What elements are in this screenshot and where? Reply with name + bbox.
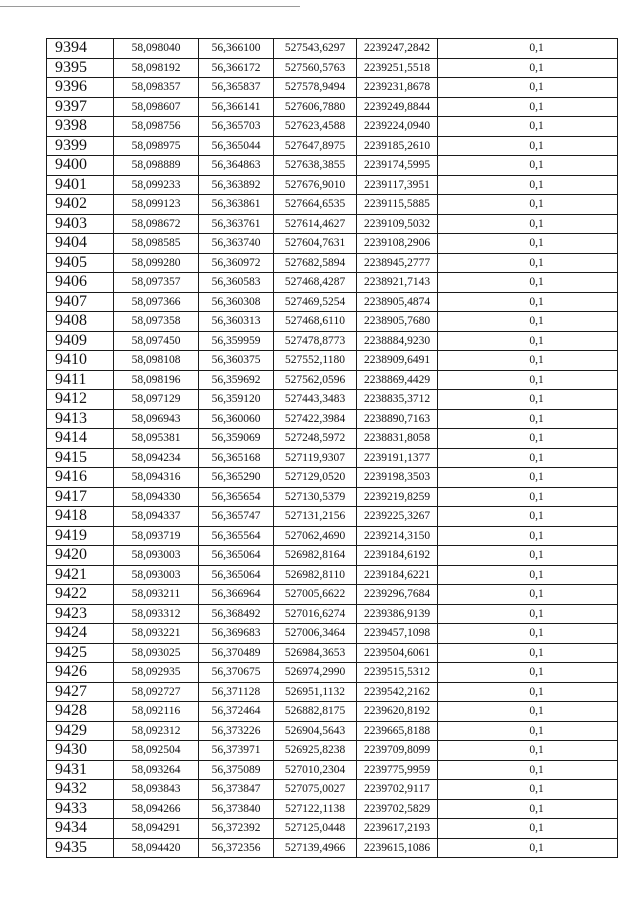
y-coordinate-cell: 2239198,3503 (357, 468, 438, 488)
longitude-cell: 56,359692 (199, 370, 274, 390)
x-coordinate-cell: 526984,3653 (274, 643, 357, 663)
tolerance-cell: 0,1 (438, 273, 618, 293)
longitude-cell: 56,365564 (199, 526, 274, 546)
y-coordinate-cell: 2239184,6221 (357, 565, 438, 585)
table-row (47, 643, 618, 663)
longitude-cell: 56,360060 (199, 409, 274, 429)
y-coordinate-cell: 2239225,3267 (357, 507, 438, 527)
coordinates-table (46, 38, 618, 858)
tolerance-cell: 0,1 (438, 448, 618, 468)
table-row (47, 429, 618, 449)
latitude-cell: 58,097129 (114, 390, 199, 410)
longitude-cell: 56,359069 (199, 429, 274, 449)
x-coordinate-cell: 527010,2304 (274, 760, 357, 780)
longitude-cell: 56,360583 (199, 273, 274, 293)
point-number-cell: 9395 (47, 58, 114, 78)
point-number-cell: 9426 (47, 663, 114, 683)
longitude-cell: 56,370675 (199, 663, 274, 683)
table-row (47, 741, 618, 761)
table-row (47, 526, 618, 546)
x-coordinate-cell: 527664,6535 (274, 195, 357, 215)
x-coordinate-cell: 527682,5894 (274, 253, 357, 273)
longitude-cell: 56,373226 (199, 721, 274, 741)
point-number-cell: 9405 (47, 253, 114, 273)
y-coordinate-cell: 2239115,5885 (357, 195, 438, 215)
point-number-cell: 9423 (47, 604, 114, 624)
point-number-cell: 9412 (47, 390, 114, 410)
x-coordinate-cell: 527623,4588 (274, 117, 357, 137)
point-number-cell: 9421 (47, 565, 114, 585)
latitude-cell: 58,098585 (114, 234, 199, 254)
latitude-cell: 58,092935 (114, 663, 199, 683)
point-number-cell: 9394 (47, 39, 114, 59)
tolerance-cell: 0,1 (438, 838, 618, 858)
table-row (47, 58, 618, 78)
longitude-cell: 56,369683 (199, 624, 274, 644)
latitude-cell: 58,098040 (114, 39, 199, 59)
x-coordinate-cell: 527139,4966 (274, 838, 357, 858)
tolerance-cell: 0,1 (438, 136, 618, 156)
tolerance-cell: 0,1 (438, 643, 618, 663)
table-row (47, 546, 618, 566)
y-coordinate-cell: 2239174,5995 (357, 156, 438, 176)
latitude-cell: 58,093719 (114, 526, 199, 546)
longitude-cell: 56,365747 (199, 507, 274, 527)
tolerance-cell: 0,1 (438, 585, 618, 605)
x-coordinate-cell: 526982,8110 (274, 565, 357, 585)
longitude-cell: 56,370489 (199, 643, 274, 663)
table-row (47, 507, 618, 527)
latitude-cell: 58,097358 (114, 312, 199, 332)
y-coordinate-cell: 2239184,6192 (357, 546, 438, 566)
table-row (47, 565, 618, 585)
x-coordinate-cell: 526925,8238 (274, 741, 357, 761)
longitude-cell: 56,373971 (199, 741, 274, 761)
x-coordinate-cell: 527478,8773 (274, 331, 357, 351)
x-coordinate-cell: 527443,3483 (274, 390, 357, 410)
x-coordinate-cell: 527075,0027 (274, 780, 357, 800)
table-row (47, 702, 618, 722)
latitude-cell: 58,094420 (114, 838, 199, 858)
y-coordinate-cell: 2238921,7143 (357, 273, 438, 293)
table-row (47, 663, 618, 683)
point-number-cell: 9418 (47, 507, 114, 527)
longitude-cell: 56,373840 (199, 799, 274, 819)
latitude-cell: 58,098196 (114, 370, 199, 390)
longitude-cell: 56,360972 (199, 253, 274, 273)
table-row (47, 448, 618, 468)
table-row (47, 351, 618, 371)
y-coordinate-cell: 2238831,8058 (357, 429, 438, 449)
y-coordinate-cell: 2238909,6491 (357, 351, 438, 371)
y-coordinate-cell: 2239386,9139 (357, 604, 438, 624)
longitude-cell: 56,365703 (199, 117, 274, 137)
point-number-cell: 9428 (47, 702, 114, 722)
tolerance-cell: 0,1 (438, 819, 618, 839)
table-row (47, 175, 618, 195)
longitude-cell: 56,363892 (199, 175, 274, 195)
y-coordinate-cell: 2239224,0940 (357, 117, 438, 137)
table-row (47, 156, 618, 176)
longitude-cell: 56,365064 (199, 546, 274, 566)
x-coordinate-cell: 527122,1138 (274, 799, 357, 819)
table-row (47, 760, 618, 780)
table-row (47, 390, 618, 410)
y-coordinate-cell: 2239108,2906 (357, 234, 438, 254)
y-coordinate-cell: 2239296,7684 (357, 585, 438, 605)
point-number-cell: 9429 (47, 721, 114, 741)
point-number-cell: 9404 (47, 234, 114, 254)
table-row (47, 214, 618, 234)
tolerance-cell: 0,1 (438, 214, 618, 234)
x-coordinate-cell: 527543,6297 (274, 39, 357, 59)
x-coordinate-cell: 527614,4627 (274, 214, 357, 234)
x-coordinate-cell: 527016,6274 (274, 604, 357, 624)
longitude-cell: 56,366172 (199, 58, 274, 78)
point-number-cell: 9399 (47, 136, 114, 156)
x-coordinate-cell: 527422,3984 (274, 409, 357, 429)
point-number-cell: 9403 (47, 214, 114, 234)
longitude-cell: 56,360308 (199, 292, 274, 312)
latitude-cell: 58,099123 (114, 195, 199, 215)
table-row (47, 624, 618, 644)
latitude-cell: 58,098108 (114, 351, 199, 371)
point-number-cell: 9400 (47, 156, 114, 176)
longitude-cell: 56,366141 (199, 97, 274, 117)
tolerance-cell: 0,1 (438, 721, 618, 741)
tolerance-cell: 0,1 (438, 604, 618, 624)
latitude-cell: 58,092727 (114, 682, 199, 702)
y-coordinate-cell: 2239515,5312 (357, 663, 438, 683)
table-row (47, 292, 618, 312)
tolerance-cell: 0,1 (438, 312, 618, 332)
tolerance-cell: 0,1 (438, 390, 618, 410)
longitude-cell: 56,363761 (199, 214, 274, 234)
table-row (47, 273, 618, 293)
table-row (47, 487, 618, 507)
longitude-cell: 56,366100 (199, 39, 274, 59)
latitude-cell: 58,093312 (114, 604, 199, 624)
table-row (47, 409, 618, 429)
y-coordinate-cell: 2239251,5518 (357, 58, 438, 78)
table-row (47, 780, 618, 800)
latitude-cell: 58,096943 (114, 409, 199, 429)
longitude-cell: 56,360313 (199, 312, 274, 332)
table-row (47, 253, 618, 273)
x-coordinate-cell: 527468,4287 (274, 273, 357, 293)
table-row (47, 468, 618, 488)
table-row (47, 39, 618, 59)
tolerance-cell: 0,1 (438, 117, 618, 137)
latitude-cell: 58,099280 (114, 253, 199, 273)
x-coordinate-cell: 527131,2156 (274, 507, 357, 527)
y-coordinate-cell: 2239542,2162 (357, 682, 438, 702)
table-row (47, 234, 618, 254)
latitude-cell: 58,092504 (114, 741, 199, 761)
x-coordinate-cell: 527647,8975 (274, 136, 357, 156)
latitude-cell: 58,093264 (114, 760, 199, 780)
longitude-cell: 56,363861 (199, 195, 274, 215)
longitude-cell: 56,364863 (199, 156, 274, 176)
point-number-cell: 9432 (47, 780, 114, 800)
x-coordinate-cell: 527676,9010 (274, 175, 357, 195)
tolerance-cell: 0,1 (438, 58, 618, 78)
point-number-cell: 9419 (47, 526, 114, 546)
point-number-cell: 9433 (47, 799, 114, 819)
latitude-cell: 58,093003 (114, 546, 199, 566)
tolerance-cell: 0,1 (438, 546, 618, 566)
y-coordinate-cell: 2239219,8259 (357, 487, 438, 507)
point-number-cell: 9396 (47, 78, 114, 98)
y-coordinate-cell: 2239231,8678 (357, 78, 438, 98)
latitude-cell: 58,094337 (114, 507, 199, 527)
latitude-cell: 58,098672 (114, 214, 199, 234)
table-row (47, 312, 618, 332)
tolerance-cell: 0,1 (438, 760, 618, 780)
y-coordinate-cell: 2239615,1086 (357, 838, 438, 858)
x-coordinate-cell: 526904,5643 (274, 721, 357, 741)
x-coordinate-cell: 527125,0448 (274, 819, 357, 839)
longitude-cell: 56,365290 (199, 468, 274, 488)
point-number-cell: 9434 (47, 819, 114, 839)
y-coordinate-cell: 2239109,5032 (357, 214, 438, 234)
y-coordinate-cell: 2239504,6061 (357, 643, 438, 663)
y-coordinate-cell: 2238835,3712 (357, 390, 438, 410)
tolerance-cell: 0,1 (438, 175, 618, 195)
point-number-cell: 9411 (47, 370, 114, 390)
y-coordinate-cell: 2239185,2610 (357, 136, 438, 156)
latitude-cell: 58,094330 (114, 487, 199, 507)
latitude-cell: 58,094316 (114, 468, 199, 488)
x-coordinate-cell: 526882,8175 (274, 702, 357, 722)
y-coordinate-cell: 2238869,4429 (357, 370, 438, 390)
longitude-cell: 56,359120 (199, 390, 274, 410)
tolerance-cell: 0,1 (438, 663, 618, 683)
table-row (47, 585, 618, 605)
longitude-cell: 56,366964 (199, 585, 274, 605)
latitude-cell: 58,094234 (114, 448, 199, 468)
x-coordinate-cell: 526982,8164 (274, 546, 357, 566)
x-coordinate-cell: 527560,5763 (274, 58, 357, 78)
latitude-cell: 58,092312 (114, 721, 199, 741)
tolerance-cell: 0,1 (438, 780, 618, 800)
x-coordinate-cell: 527552,1180 (274, 351, 357, 371)
table-row (47, 78, 618, 98)
longitude-cell: 56,365064 (199, 565, 274, 585)
x-coordinate-cell: 527129,0520 (274, 468, 357, 488)
tolerance-cell: 0,1 (438, 370, 618, 390)
x-coordinate-cell: 527119,9307 (274, 448, 357, 468)
latitude-cell: 58,098975 (114, 136, 199, 156)
longitude-cell: 56,372464 (199, 702, 274, 722)
point-number-cell: 9430 (47, 741, 114, 761)
point-number-cell: 9422 (47, 585, 114, 605)
tolerance-cell: 0,1 (438, 97, 618, 117)
table-row (47, 136, 618, 156)
point-number-cell: 9425 (47, 643, 114, 663)
tolerance-cell: 0,1 (438, 234, 618, 254)
latitude-cell: 58,094266 (114, 799, 199, 819)
point-number-cell: 9402 (47, 195, 114, 215)
tolerance-cell: 0,1 (438, 487, 618, 507)
longitude-cell: 56,365044 (199, 136, 274, 156)
y-coordinate-cell: 2238905,7680 (357, 312, 438, 332)
top-divider-line (0, 6, 300, 7)
latitude-cell: 58,098357 (114, 78, 199, 98)
tolerance-cell: 0,1 (438, 351, 618, 371)
latitude-cell: 58,097450 (114, 331, 199, 351)
latitude-cell: 58,093211 (114, 585, 199, 605)
point-number-cell: 9414 (47, 429, 114, 449)
point-number-cell: 9401 (47, 175, 114, 195)
tolerance-cell: 0,1 (438, 468, 618, 488)
tolerance-cell: 0,1 (438, 799, 618, 819)
tolerance-cell: 0,1 (438, 741, 618, 761)
y-coordinate-cell: 2239702,5829 (357, 799, 438, 819)
latitude-cell: 58,093843 (114, 780, 199, 800)
point-number-cell: 9409 (47, 331, 114, 351)
tolerance-cell: 0,1 (438, 156, 618, 176)
y-coordinate-cell: 2239247,2842 (357, 39, 438, 59)
latitude-cell: 58,097366 (114, 292, 199, 312)
x-coordinate-cell: 527468,6110 (274, 312, 357, 332)
x-coordinate-cell: 527606,7880 (274, 97, 357, 117)
coordinates-table-body (47, 39, 618, 858)
tolerance-cell: 0,1 (438, 682, 618, 702)
x-coordinate-cell: 527062,4690 (274, 526, 357, 546)
point-number-cell: 9407 (47, 292, 114, 312)
longitude-cell: 56,365654 (199, 487, 274, 507)
longitude-cell: 56,368492 (199, 604, 274, 624)
y-coordinate-cell: 2239702,9117 (357, 780, 438, 800)
table-row (47, 799, 618, 819)
tolerance-cell: 0,1 (438, 78, 618, 98)
point-number-cell: 9435 (47, 838, 114, 858)
table-row (47, 819, 618, 839)
latitude-cell: 58,098607 (114, 97, 199, 117)
longitude-cell: 56,372392 (199, 819, 274, 839)
y-coordinate-cell: 2238890,7163 (357, 409, 438, 429)
latitude-cell: 58,099233 (114, 175, 199, 195)
y-coordinate-cell: 2239191,1377 (357, 448, 438, 468)
table-row (47, 117, 618, 137)
latitude-cell: 58,098756 (114, 117, 199, 137)
x-coordinate-cell: 526974,2990 (274, 663, 357, 683)
latitude-cell: 58,098192 (114, 58, 199, 78)
point-number-cell: 9397 (47, 97, 114, 117)
tolerance-cell: 0,1 (438, 331, 618, 351)
tolerance-cell: 0,1 (438, 702, 618, 722)
y-coordinate-cell: 2239620,8192 (357, 702, 438, 722)
x-coordinate-cell: 527005,6622 (274, 585, 357, 605)
y-coordinate-cell: 2239617,2193 (357, 819, 438, 839)
longitude-cell: 56,371128 (199, 682, 274, 702)
tolerance-cell: 0,1 (438, 292, 618, 312)
x-coordinate-cell: 527604,7631 (274, 234, 357, 254)
latitude-cell: 58,093003 (114, 565, 199, 585)
x-coordinate-cell: 527638,3855 (274, 156, 357, 176)
longitude-cell: 56,363740 (199, 234, 274, 254)
tolerance-cell: 0,1 (438, 526, 618, 546)
longitude-cell: 56,360375 (199, 351, 274, 371)
y-coordinate-cell: 2239665,8188 (357, 721, 438, 741)
tolerance-cell: 0,1 (438, 429, 618, 449)
point-number-cell: 9420 (47, 546, 114, 566)
point-number-cell: 9416 (47, 468, 114, 488)
point-number-cell: 9398 (47, 117, 114, 137)
x-coordinate-cell: 527248,5972 (274, 429, 357, 449)
point-number-cell: 9415 (47, 448, 114, 468)
latitude-cell: 58,095381 (114, 429, 199, 449)
latitude-cell: 58,092116 (114, 702, 199, 722)
y-coordinate-cell: 2238884,9230 (357, 331, 438, 351)
longitude-cell: 56,373847 (199, 780, 274, 800)
longitude-cell: 56,375089 (199, 760, 274, 780)
point-number-cell: 9413 (47, 409, 114, 429)
y-coordinate-cell: 2239775,9959 (357, 760, 438, 780)
point-number-cell: 9408 (47, 312, 114, 332)
point-number-cell: 9417 (47, 487, 114, 507)
y-coordinate-cell: 2239117,3951 (357, 175, 438, 195)
table-row (47, 195, 618, 215)
y-coordinate-cell: 2238945,2777 (357, 253, 438, 273)
latitude-cell: 58,094291 (114, 819, 199, 839)
point-number-cell: 9406 (47, 273, 114, 293)
table-row (47, 838, 618, 858)
tolerance-cell: 0,1 (438, 507, 618, 527)
longitude-cell: 56,359959 (199, 331, 274, 351)
table-row (47, 370, 618, 390)
tolerance-cell: 0,1 (438, 624, 618, 644)
x-coordinate-cell: 527130,5379 (274, 487, 357, 507)
table-row (47, 604, 618, 624)
longitude-cell: 56,365168 (199, 448, 274, 468)
tolerance-cell: 0,1 (438, 253, 618, 273)
longitude-cell: 56,372356 (199, 838, 274, 858)
latitude-cell: 58,093025 (114, 643, 199, 663)
table-row (47, 682, 618, 702)
x-coordinate-cell: 527578,9494 (274, 78, 357, 98)
x-coordinate-cell: 527562,0596 (274, 370, 357, 390)
x-coordinate-cell: 527006,3464 (274, 624, 357, 644)
table-row (47, 97, 618, 117)
latitude-cell: 58,093221 (114, 624, 199, 644)
y-coordinate-cell: 2239709,8099 (357, 741, 438, 761)
tolerance-cell: 0,1 (438, 565, 618, 585)
table-row (47, 331, 618, 351)
y-coordinate-cell: 2238905,4874 (357, 292, 438, 312)
table-row (47, 721, 618, 741)
y-coordinate-cell: 2239457,1098 (357, 624, 438, 644)
latitude-cell: 58,098889 (114, 156, 199, 176)
point-number-cell: 9410 (47, 351, 114, 371)
x-coordinate-cell: 526951,1132 (274, 682, 357, 702)
tolerance-cell: 0,1 (438, 409, 618, 429)
x-coordinate-cell: 527469,5254 (274, 292, 357, 312)
y-coordinate-cell: 2239249,8844 (357, 97, 438, 117)
y-coordinate-cell: 2239214,3150 (357, 526, 438, 546)
tolerance-cell: 0,1 (438, 195, 618, 215)
latitude-cell: 58,097357 (114, 273, 199, 293)
point-number-cell: 9427 (47, 682, 114, 702)
longitude-cell: 56,365837 (199, 78, 274, 98)
point-number-cell: 9431 (47, 760, 114, 780)
point-number-cell: 9424 (47, 624, 114, 644)
tolerance-cell: 0,1 (438, 39, 618, 59)
